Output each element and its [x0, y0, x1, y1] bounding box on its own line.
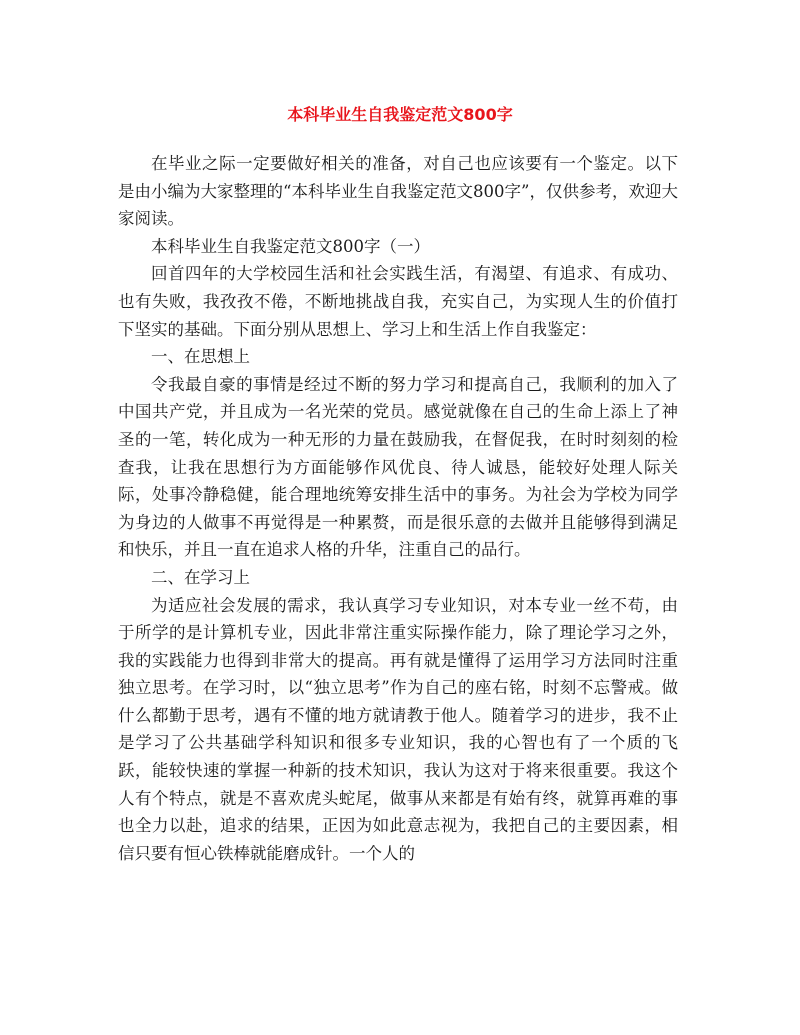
- subheading-ideology: 一、在思想上: [151, 347, 250, 367]
- document-title: 本科毕业生自我鉴定范文800字: [287, 105, 513, 124]
- study-paragraph: 为适应社会发展的需求，我认真学习专业知识，对本专业一丝不苟，由于所学的是计算机专业，因此非常注重实际操作能力，除了理论学习之外，我的实践能力也得到非常大的提高。再有就是懂得了运用学习方法同时注重独立思考。在学习时，以“独立思考”作为自己的座右铭，时刻不忘警戒。做什么都勤于思考，遇有不懂的地方就请教于他人。随着学习的进步，我不止是学习了公共基础学科知识和很多专业知识，我的心智也有了一个质的飞跃，能较快速的掌握一种新的技术知识，我认为这对于将来很重要。我这个人有个特点，就是不喜欢虎头蛇尾，做事从来都是有始有终，就算再难的事也全力以赴，追求的结果，正因为如此意志视为，我把自己的主要因素，相信只要有恒心铁棒就能磨成针。一个人的: [118, 595, 678, 863]
- section-heading-one: 本科毕业生自我鉴定范文800字（一）: [151, 236, 430, 256]
- overview-paragraph: 回首四年的大学校园生活和社会实践生活，有渴望、有追求、有成功、也有失败，我孜孜不倦，不断地挑战自我，充实自己，为实现人生的价值打下坚实的基础。下面分别从思想上、学习上和生活上作自我鉴定：: [118, 264, 678, 339]
- document-body: [118, 150, 678, 867]
- ideology-paragraph: 令我最自豪的事情是经过不断的努力学习和提高自己，我顺利的加入了中国共产党，并且成为一名光荣的党员。感觉就像在自己的生命上添上了神圣的一笔，转化成为一种无形的力量在鼓励我，在督促我，在时时刻刻的检查我，让我在思想行为方面能够作风优良、待人诚恳，能较好处理人际关际，处事冷静稳健，能合理地统筹安排生活中的事务。为社会为学校为同学为身边的人做事不再觉得是一种累赘，而是很乐意的去做并且能够得到满足和快乐，并且一直在追求人格的升华，注重自己的品行。: [118, 374, 678, 560]
- intro-paragraph: 在毕业之际一定要做好相关的准备，对自己也应该要有一个鉴定。以下是由小编为大家整理的“本科毕业生自我鉴定范文800字”，仅供参考，欢迎大家阅读。: [118, 154, 678, 229]
- subheading-study: 二、在学习上: [151, 567, 250, 587]
